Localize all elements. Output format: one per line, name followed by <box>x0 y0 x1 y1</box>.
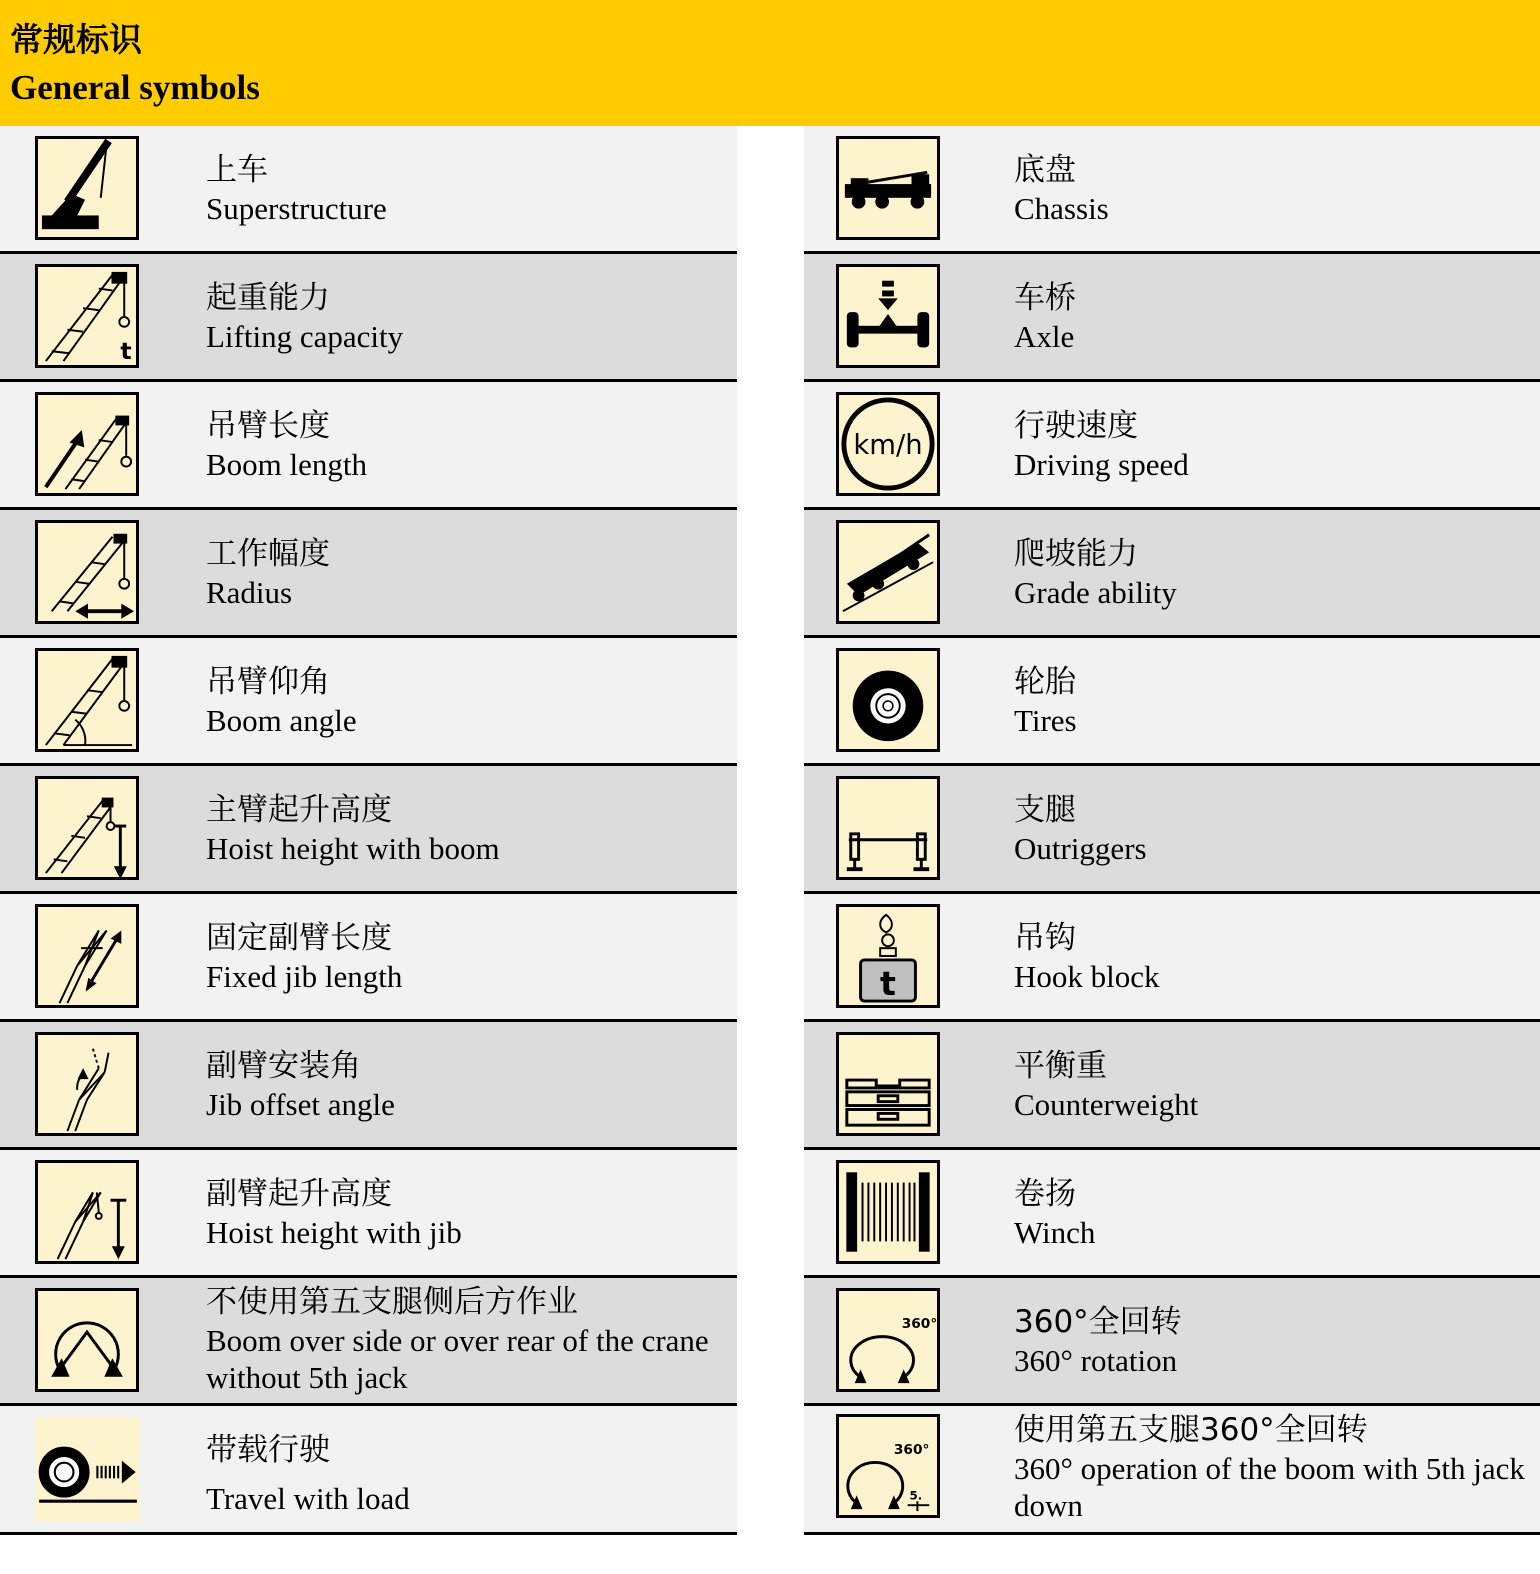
symbol-row <box>804 638 1540 766</box>
boom-angle-icon <box>35 648 139 752</box>
symbol-row <box>0 510 737 638</box>
symbol-row <box>804 510 1540 638</box>
tire-icon <box>836 648 940 752</box>
label-zh: 不使用第五支腿侧后方作业 <box>206 1284 578 1320</box>
symbol-row <box>0 1150 737 1278</box>
label-zh: 吊钩 <box>1014 920 1076 956</box>
label-zh: 副臂起升高度 <box>206 1176 392 1212</box>
label-en: Boom length <box>206 447 368 482</box>
boom-length-icon <box>35 392 139 496</box>
label-zh: 工作幅度 <box>206 536 330 572</box>
label-zh: 上车 <box>206 152 268 188</box>
lifting-t-label: t <box>120 337 132 365</box>
label-zh: 平衡重 <box>1014 1048 1107 1084</box>
label-en: Travel with load <box>206 1481 410 1516</box>
label-zh: 使用第五支腿360°全回转 <box>1014 1412 1368 1448</box>
label-en: Lifting capacity <box>206 319 404 354</box>
label-en: Driving speed <box>1014 447 1189 482</box>
hook-t-label: t <box>880 964 896 1004</box>
symbol-row <box>804 382 1540 510</box>
right-symbol-column <box>804 126 1540 1535</box>
hook-block-icon <box>836 904 940 1008</box>
label-en: Chassis <box>1014 191 1109 226</box>
header-bar <box>0 0 1540 126</box>
symbol-row <box>804 1278 1540 1406</box>
symbol-row <box>0 1278 737 1406</box>
winch-icon <box>836 1160 940 1264</box>
label-zh: 吊臂仰角 <box>206 664 330 700</box>
symbol-row <box>0 1406 737 1535</box>
rotation-360-5th-jack-icon <box>836 1414 940 1518</box>
label-en: Tires <box>1014 703 1077 738</box>
label-en: Outriggers <box>1014 831 1147 866</box>
deg360-label: 360° <box>901 1316 937 1333</box>
symbol-row <box>0 894 737 1022</box>
label-en: Axle <box>1014 319 1075 354</box>
superstructure-icon <box>35 136 139 240</box>
label-en: Jib offset angle <box>206 1087 395 1122</box>
label-zh: 360°全回转 <box>1014 1304 1182 1340</box>
label-en: 360° rotation <box>1014 1343 1178 1378</box>
label-en: Boom angle <box>206 703 357 738</box>
rotation-360-icon <box>836 1288 940 1392</box>
symbol-row <box>804 126 1540 254</box>
travel-with-load-icon <box>35 1418 139 1522</box>
hoist-height-boom-icon <box>35 776 139 880</box>
chassis-icon <box>836 136 940 240</box>
title-en: General symbols <box>10 68 260 107</box>
symbol-row <box>804 1022 1540 1150</box>
symbol-row <box>804 254 1540 382</box>
label-zh: 带载行驶 <box>206 1432 330 1468</box>
label-zh: 行驶速度 <box>1014 408 1138 444</box>
label-en: Hoist height with boom <box>206 831 500 866</box>
label-zh: 吊臂长度 <box>206 408 330 444</box>
label-zh: 固定副臂长度 <box>206 920 392 956</box>
label-en: Radius <box>206 575 293 610</box>
label-en: Superstructure <box>206 191 387 226</box>
label-en: Fixed jib length <box>206 959 403 994</box>
driving-speed-icon <box>836 392 940 496</box>
label-en: Winch <box>1014 1215 1096 1250</box>
label-zh: 车桥 <box>1014 280 1076 316</box>
label-en: Boom over side or over rear of the crane without 5th jack <box>206 1323 709 1395</box>
symbol-row <box>804 1406 1540 1535</box>
symbol-row <box>804 894 1540 1022</box>
label-zh: 主臂起升高度 <box>206 792 392 828</box>
symbol-row <box>0 1022 737 1150</box>
outriggers-icon <box>836 776 940 880</box>
label-zh: 爬坡能力 <box>1014 536 1138 572</box>
label-en: Grade ability <box>1014 575 1177 610</box>
symbol-row <box>0 382 737 510</box>
label-en: Hoist height with jib <box>206 1215 462 1250</box>
grade-ability-icon <box>836 520 940 624</box>
lifting-capacity-icon <box>35 264 139 368</box>
label-zh: 底盘 <box>1014 152 1076 188</box>
label-zh: 轮胎 <box>1014 664 1076 700</box>
counterweight-icon <box>836 1032 940 1136</box>
label-en: Hook block <box>1014 959 1160 994</box>
label-zh: 支腿 <box>1014 792 1076 828</box>
hoist-height-jib-icon <box>35 1160 139 1264</box>
label-en: 360° operation of the boom with 5th jack down <box>1014 1451 1525 1523</box>
fifth-jack-label: 5. <box>909 1488 923 1503</box>
jib-offset-angle-icon <box>35 1032 139 1136</box>
symbol-row <box>0 126 737 254</box>
label-en: Counterweight <box>1014 1087 1199 1122</box>
radius-icon <box>35 520 139 624</box>
symbol-row <box>0 254 737 382</box>
speed-unit-label: km/h <box>853 429 923 461</box>
title-zh: 常规标识 <box>10 20 142 59</box>
label-zh: 副臂安装角 <box>206 1048 361 1084</box>
deg360-label: 360° <box>893 1442 930 1459</box>
over-side-rear-icon <box>35 1288 139 1392</box>
symbol-row <box>804 766 1540 894</box>
label-zh: 卷扬 <box>1014 1176 1076 1212</box>
label-zh: 起重能力 <box>206 280 330 316</box>
symbol-row <box>804 1150 1540 1278</box>
symbol-row <box>0 638 737 766</box>
fixed-jib-length-icon <box>35 904 139 1008</box>
axle-icon <box>836 264 940 368</box>
symbol-row <box>0 766 737 894</box>
left-symbol-column <box>0 126 737 1535</box>
